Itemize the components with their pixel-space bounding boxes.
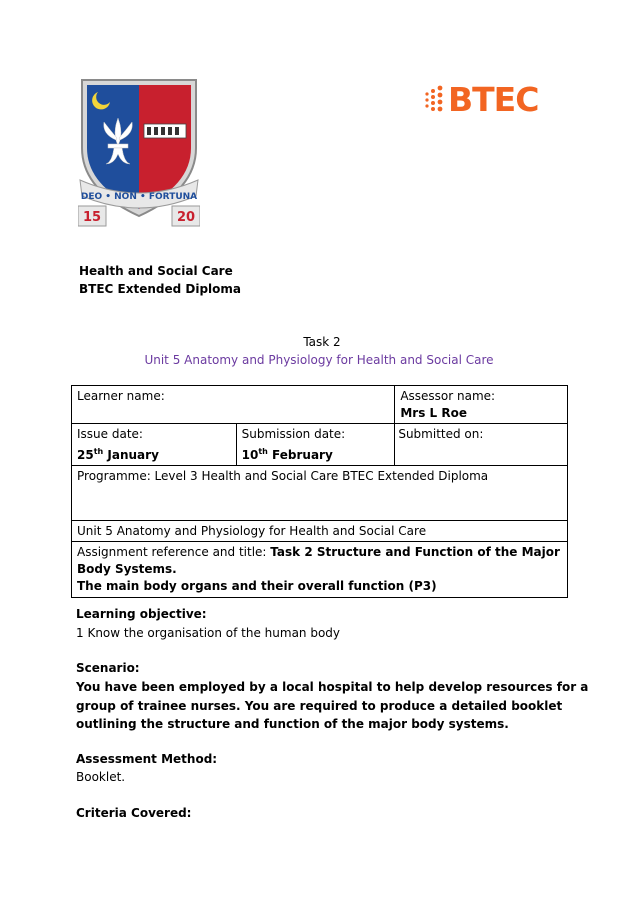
assessment-method-heading: Assessment Method: (76, 752, 218, 766)
task-unit-subtitle: Unit 5 Anatomy and Physiology for Health and Social Care (144, 353, 494, 367)
assessment-method-text: Booklet. (76, 770, 126, 784)
table-row (72, 386, 568, 424)
table-row (72, 424, 568, 466)
submitted-on-cell (395, 424, 568, 466)
crest-motto: DEO • NON • FORTUNA (80, 192, 198, 202)
scenario-line: outlining the structure and function of the major body systems. (76, 717, 509, 731)
assignment-line-1: Assignment reference and title: Task 2 Structure and Function of the Major (77, 545, 560, 559)
issue-date-value: 25th January (77, 447, 159, 462)
table-row (72, 521, 568, 542)
programme-text: Programme: Level 3 Health and Social Care BTEC Extended Diploma (77, 469, 489, 483)
submission-date-label: Submission date: (241, 427, 346, 441)
assignment-line-3: The main body organs and their overall function (P3) (77, 579, 437, 593)
assessor-name-label: Assessor name: (400, 389, 496, 403)
learning-objective-heading: Learning objective: (76, 607, 207, 621)
school-crest-logo (78, 78, 200, 228)
assessor-name-value: Mrs L Roe (400, 406, 467, 420)
criteria-covered-heading: Criteria Covered: (76, 806, 192, 820)
submission-date-value: 10th February (241, 447, 333, 462)
table-row (72, 466, 568, 521)
assignment-line-2: Body Systems. (77, 562, 177, 576)
learner-name-label: Learner name: (77, 389, 165, 403)
course-subtitle: BTEC Extended Diploma (79, 282, 241, 296)
submission-date-cell (236, 424, 395, 466)
unit-cell (72, 521, 568, 542)
crest-year-right: 20 (176, 210, 196, 225)
learner-name-cell (72, 386, 395, 424)
assessor-name-cell (395, 386, 568, 424)
btec-logo (424, 78, 542, 122)
crest-year-left: 15 (82, 210, 102, 225)
scenario-line: You have been employed by a local hospital to help develop resources for a (76, 680, 589, 694)
unit-text: Unit 5 Anatomy and Physiology for Health and Social Care (77, 524, 427, 538)
issue-date-label: Issue date: (77, 427, 143, 441)
task-title: Task 2 (303, 335, 341, 349)
scenario-line: group of trainee nurses. You are required to produce a detailed booklet (76, 699, 563, 713)
btec-wordmark: BTEC (448, 80, 539, 119)
scenario-heading: Scenario: (76, 661, 140, 675)
issue-date-cell (72, 424, 237, 466)
programme-cell (72, 466, 568, 521)
learning-objective-text: 1 Know the organisation of the human body (76, 626, 341, 640)
submitted-on-label: Submitted on: (398, 427, 484, 441)
assignment-info-table (71, 385, 568, 598)
course-title: Health and Social Care (79, 264, 233, 278)
assignment-cell (72, 542, 568, 598)
table-row (72, 542, 568, 598)
